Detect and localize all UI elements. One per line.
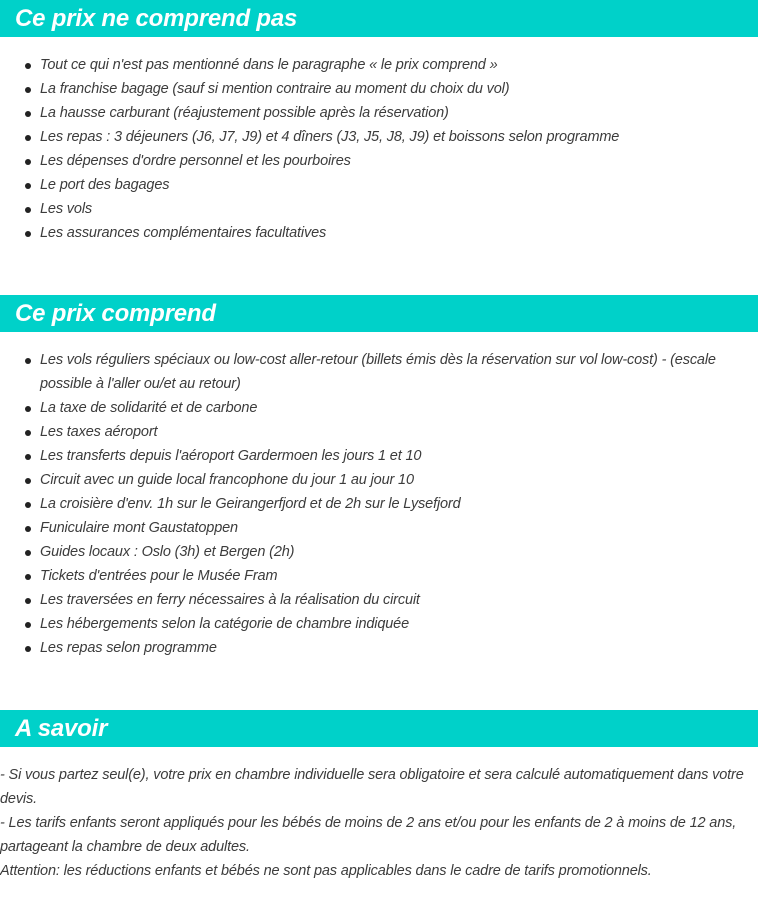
list-item: Les repas : 3 déjeuners (J6, J7, J9) et 4 dîners (J3, J5, J8, J9) et boissons selon programme [0, 125, 758, 149]
list-item: Les taxes aéroport [0, 420, 758, 444]
list-item: La franchise bagage (sauf si mention contraire au moment du choix du vol) [0, 77, 758, 101]
list-item: La taxe de solidarité et de carbone [0, 396, 758, 420]
list-item: Les assurances complémentaires facultatives [0, 221, 758, 245]
included-list [0, 348, 758, 660]
list-item: Tout ce qui n'est pas mentionné dans le paragraphe « le prix comprend » [0, 53, 758, 77]
list-item: La croisière d'env. 1h sur le Geirangerfjord et de 2h sur le Lysefjord [0, 492, 758, 516]
note-paragraph: Attention: les réductions enfants et bébés ne sont pas applicables dans le cadre de tarifs promotionnels. [0, 863, 652, 879]
list-item: La hausse carburant (réajustement possible après la réservation) [0, 101, 758, 125]
not-included-list [0, 53, 758, 245]
list-item: Guides locaux : Oslo (3h) et Bergen (2h) [0, 540, 758, 564]
note-paragraph: - Les tarifs enfants seront appliqués pour les bébés de moins de 2 ans et/ou pour les enfants de 2 à moins de 12 ans, partageant la chambre de deux adultes. [0, 815, 737, 855]
list-item: Les hébergements selon la catégorie de chambre indiquée [0, 612, 758, 636]
list-item: Les repas selon programme [0, 636, 758, 660]
list-item: Les vols réguliers spéciaux ou low-cost aller-retour (billets émis dès la réservation sur vol low-cost) - (escale possible à l'aller ou/et au retour) [0, 348, 758, 396]
list-item: Circuit avec un guide local francophone du jour 1 au jour 10 [0, 468, 758, 492]
list-item: Les transferts depuis l'aéroport Gardermoen les jours 1 et 10 [0, 444, 758, 468]
list-item: Funiculaire mont Gaustatoppen [0, 516, 758, 540]
section-header-good-to-know: A savoir [0, 710, 758, 747]
list-item: Les vols [0, 197, 758, 221]
good-to-know-notes [0, 763, 758, 883]
list-item: Les dépenses d'ordre personnel et les pourboires [0, 149, 758, 173]
note-paragraph: - Si vous partez seul(e), votre prix en chambre individuelle sera obligatoire et sera calculé automatiquement dans votre devis. [0, 767, 744, 807]
section-header-not-included: Ce prix ne comprend pas [0, 0, 758, 37]
list-item: Le port des bagages [0, 173, 758, 197]
list-item: Les traversées en ferry nécessaires à la réalisation du circuit [0, 588, 758, 612]
list-item: Tickets d'entrées pour le Musée Fram [0, 564, 758, 588]
section-header-included: Ce prix comprend [0, 295, 758, 332]
